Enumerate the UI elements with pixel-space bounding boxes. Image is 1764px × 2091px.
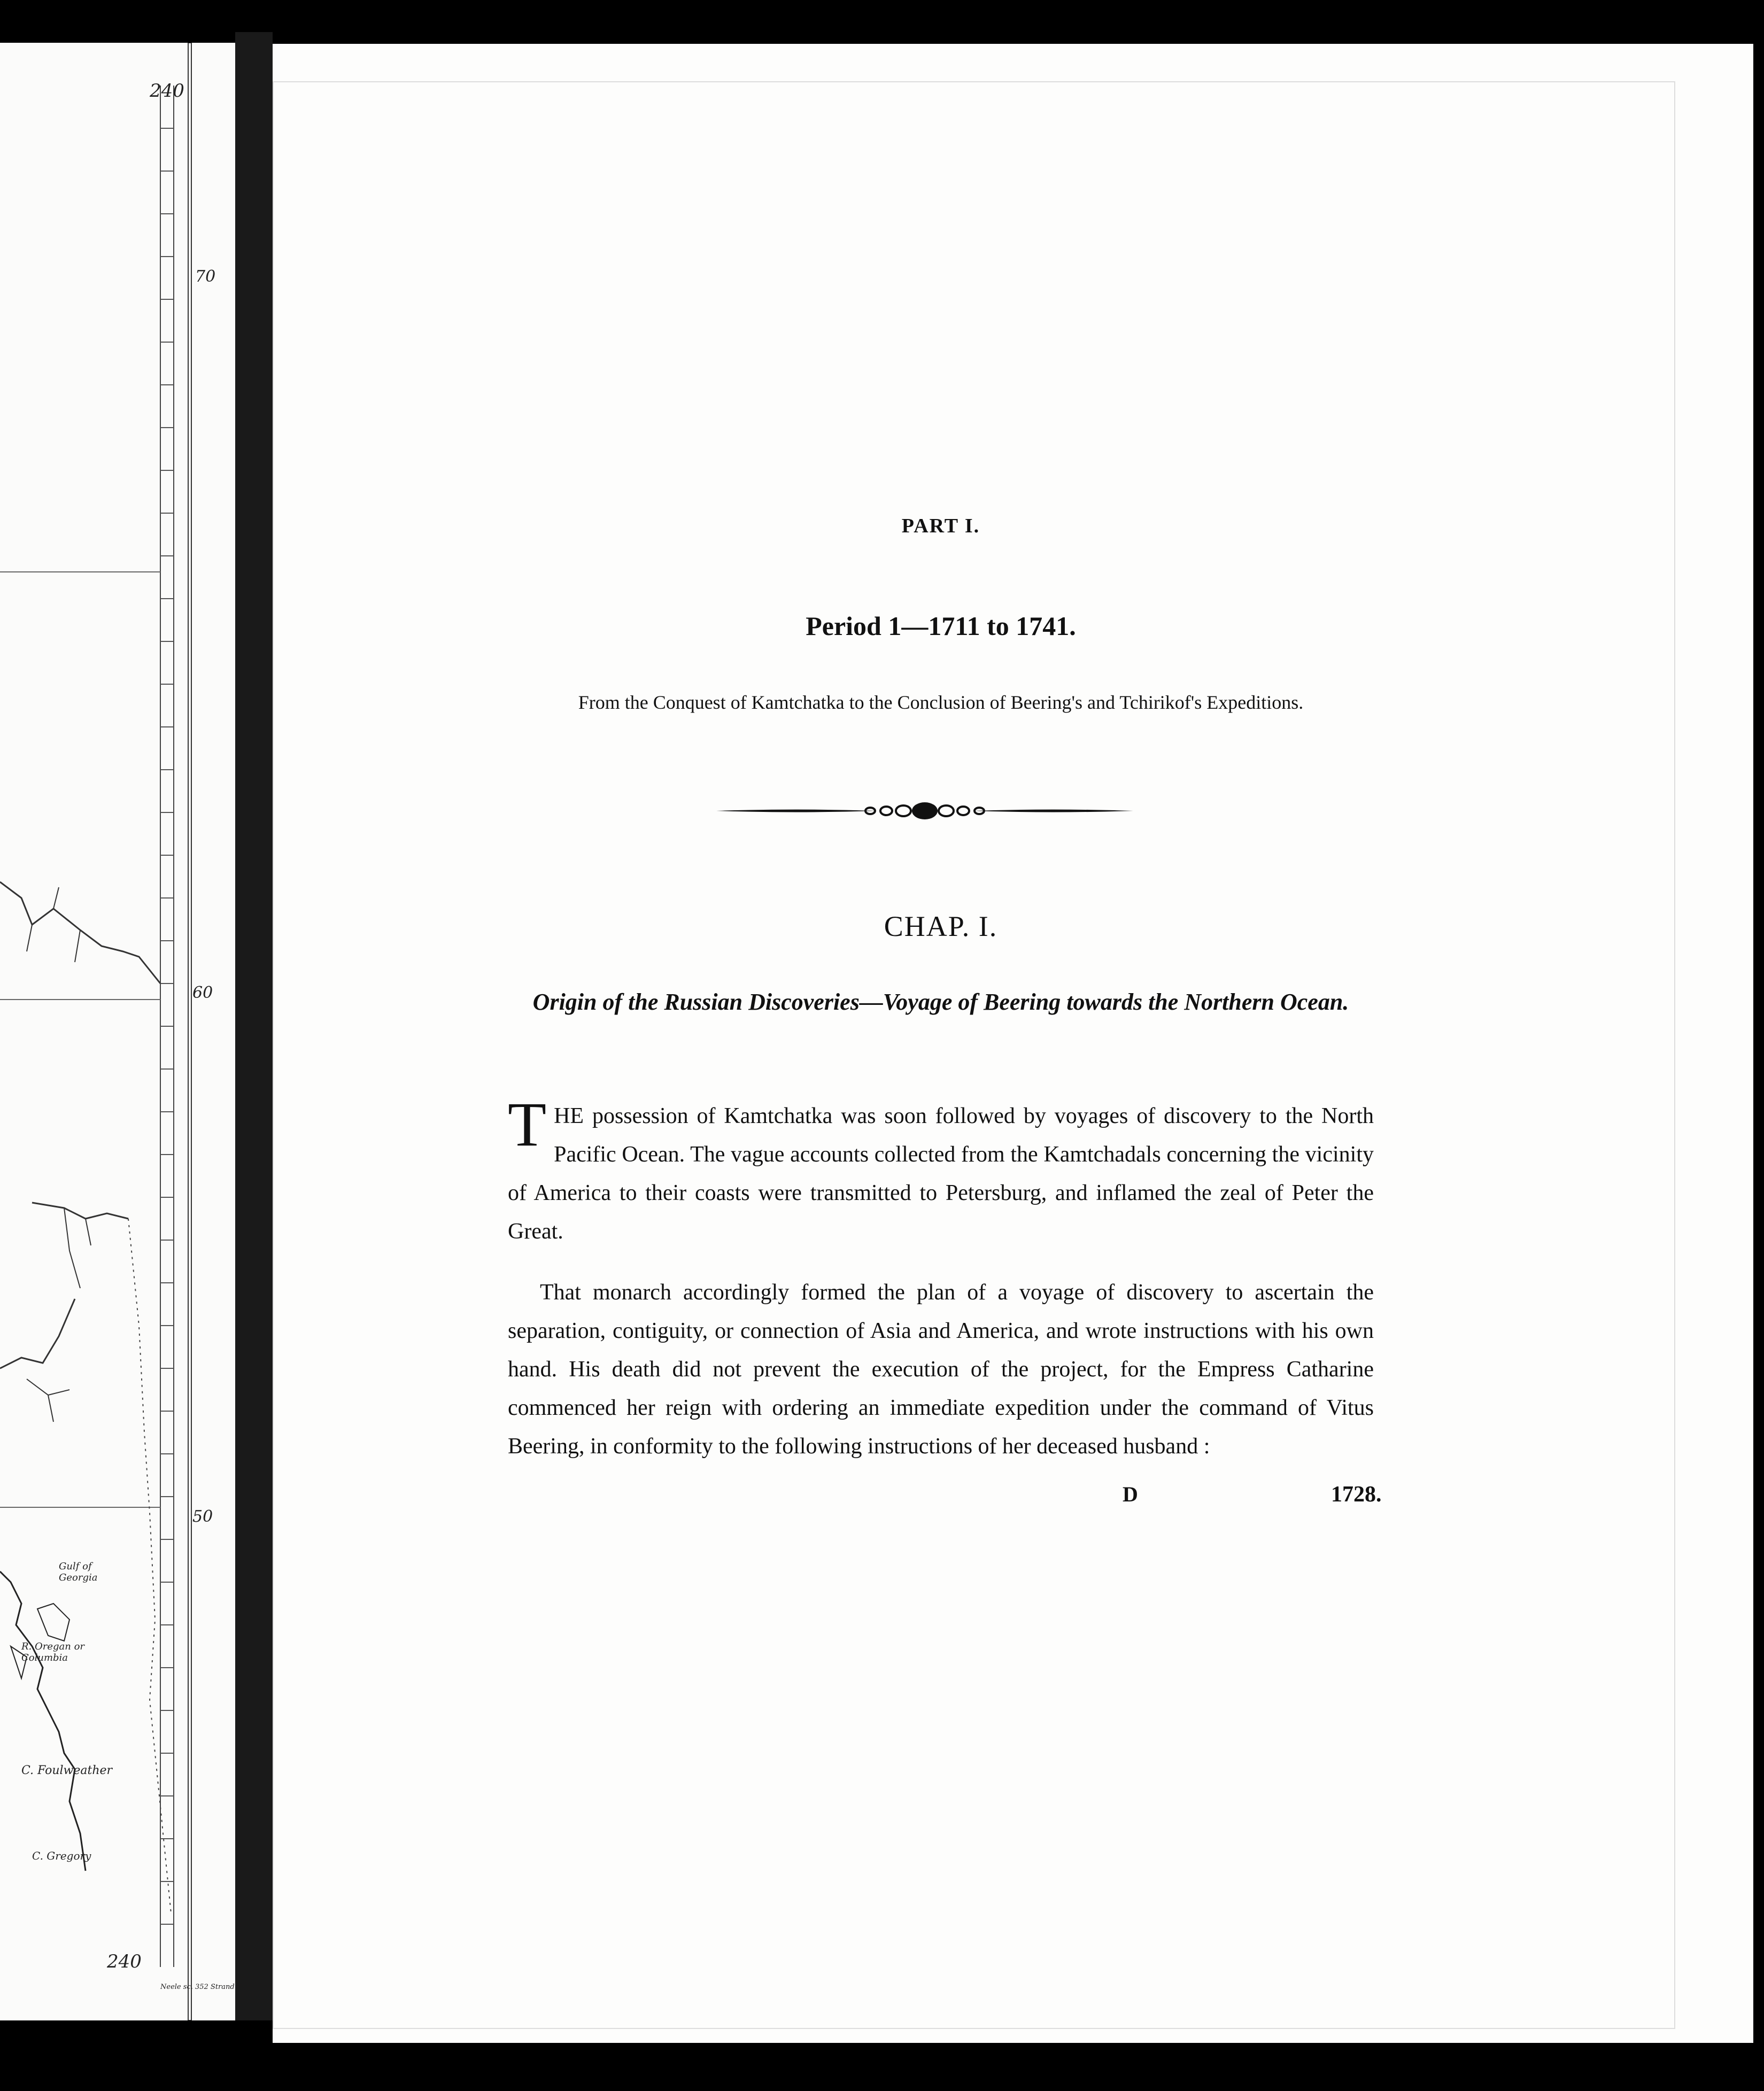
book-gutter bbox=[235, 32, 273, 2020]
chapter-heading: CHAP. I. bbox=[884, 910, 998, 942]
river-line bbox=[32, 1203, 128, 1219]
map-label-engraver: Neele sc. 352 Strand bbox=[160, 1983, 235, 1991]
graduation-ticks bbox=[160, 128, 174, 1924]
part-heading: PART I. bbox=[901, 515, 980, 537]
text-page bbox=[273, 44, 1753, 2043]
map-label-gulf: Gulf of Georgia bbox=[59, 1561, 98, 1583]
chapter-title: Origin of the Russian Discoveries—Voyage of Beering towards the Northern Ocean. bbox=[532, 989, 1349, 1015]
period-subtitle: From the Conquest of Kamtchatka to the Conclusion of Beering's and Tchirikof's Expeditions. bbox=[578, 692, 1304, 713]
paragraph-1-text: HE possession of Kamtchatka was soon followed by voyages of discovery to the North Pacific Ocean. The vague accounts collected from the Kamtchadals concerning the vicinity of America to their coasts were transmitted to Petersburg, and inflamed the zeal of Peter the Great. bbox=[508, 1104, 1374, 1244]
paragraph-2: That monarch accordingly formed the plan of a voyage of discovery to ascertain the separation, contiguity, or connection of Asia and America, and wrote instructions with his own hand. His death did not prevent the execution of the project, for the Empress Catharine commenced her reign with ordering an immediate expedition under the command of Vitus Beering, in conformity to the following instructions of her deceased husband : bbox=[508, 1280, 1374, 1459]
map-page bbox=[0, 43, 235, 2020]
map-label-r-oregan: R. Oregan or Columbia bbox=[21, 1641, 85, 1663]
map-label-lat-50: 50 bbox=[192, 1507, 213, 1526]
ornament-rule bbox=[716, 797, 1133, 824]
map-label-lat-70: 70 bbox=[195, 267, 216, 286]
map-label-top-lon: 240 bbox=[150, 80, 184, 102]
map-drawing bbox=[0, 43, 235, 2020]
map-label-c-gregory: C. Gregory bbox=[32, 1849, 91, 1862]
map-label-lat-60: 60 bbox=[192, 983, 213, 1002]
catchword: 1728. bbox=[1331, 1482, 1382, 1507]
route-line bbox=[128, 1219, 171, 1914]
page-frame bbox=[273, 81, 1675, 2029]
paragraph-1 bbox=[508, 1089, 1374, 1251]
map-label-c-foulweather: C. Foulweather bbox=[21, 1764, 113, 1777]
drop-cap: T bbox=[508, 1089, 547, 1159]
period-heading: Period 1—1711 to 1741. bbox=[806, 611, 1076, 641]
map-label-bottom-lon: 240 bbox=[107, 1951, 142, 1972]
coastline bbox=[0, 1571, 86, 1871]
signature-mark: D bbox=[1123, 1482, 1138, 1506]
